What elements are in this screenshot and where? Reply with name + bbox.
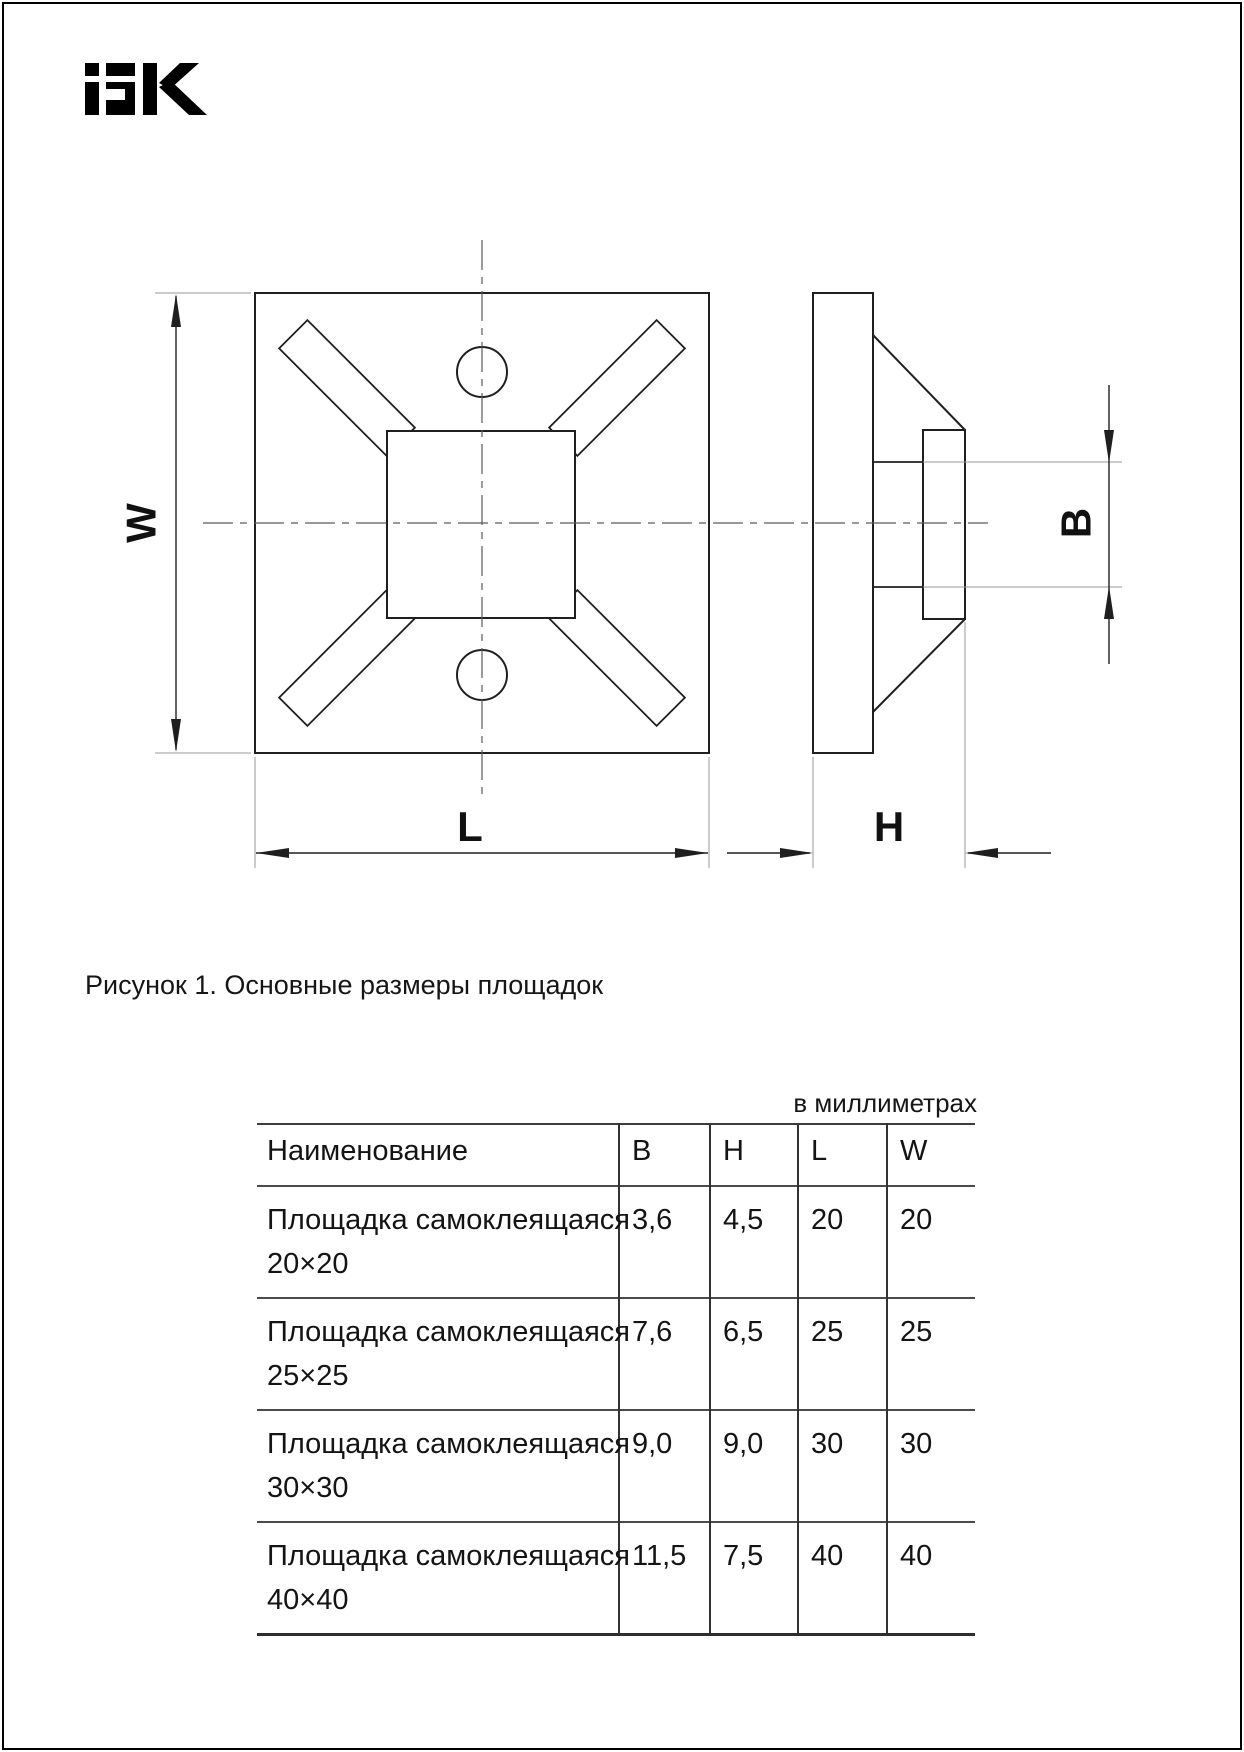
value-h: 9,0 xyxy=(710,1410,798,1522)
units-note: в миллиметрах xyxy=(793,1088,977,1118)
product-size: 25×25 xyxy=(267,1360,349,1392)
column-header-name: Наименование xyxy=(267,1135,469,1167)
column-header-h: H xyxy=(710,1124,798,1186)
technical-drawing xyxy=(0,200,1244,900)
arrow-down-icon xyxy=(1104,430,1114,463)
value-w: 40 xyxy=(887,1522,975,1634)
value-b: 9,0 xyxy=(619,1410,710,1522)
arrow-left-icon xyxy=(965,848,998,858)
product-size: 30×30 xyxy=(267,1472,349,1504)
product-name: Площадка самоклеящаяся xyxy=(267,1428,630,1460)
dim-label-b: B xyxy=(1052,507,1100,539)
product-name-cell xyxy=(257,1298,630,1410)
value-h: 4,5 xyxy=(710,1186,798,1298)
dimension-h xyxy=(727,803,1051,858)
product-name: Площадка самоклеящаяся xyxy=(267,1540,630,1572)
arrow-right-icon xyxy=(675,848,708,858)
iek-logo-glyphs xyxy=(85,63,207,115)
value-w: 25 xyxy=(887,1298,975,1410)
arrow-down-icon xyxy=(171,719,181,752)
table-row xyxy=(257,1522,975,1634)
product-name-cell xyxy=(257,1410,630,1522)
iek-logo xyxy=(83,58,211,118)
dimension-b xyxy=(1053,385,1115,664)
side-boss-outline xyxy=(923,430,965,619)
value-h: 6,5 xyxy=(710,1298,798,1410)
value-b: 7,6 xyxy=(619,1298,710,1410)
table-row xyxy=(257,1410,975,1522)
value-l: 40 xyxy=(798,1522,887,1634)
value-b: 11,5 xyxy=(619,1522,710,1634)
table-header-row xyxy=(257,1124,975,1186)
dim-label-h: H xyxy=(873,803,905,850)
dim-label-w: W xyxy=(117,503,165,543)
product-name-cell xyxy=(257,1522,630,1634)
arrow-right-icon xyxy=(780,848,813,858)
product-size: 40×40 xyxy=(267,1584,349,1616)
arrow-left-icon xyxy=(256,848,289,858)
arrow-up-icon xyxy=(171,294,181,327)
side-top-chamfer xyxy=(873,335,965,430)
product-name: Площадка самоклеящаяся xyxy=(267,1204,630,1236)
table-row xyxy=(257,1298,975,1410)
dim-label-l: L xyxy=(457,803,483,850)
product-name: Площадка самоклеящаяся xyxy=(267,1316,630,1348)
figure-caption: Рисунок 1. Основные размеры площадок xyxy=(85,970,604,1000)
dimension-l xyxy=(256,803,708,858)
value-w: 30 xyxy=(887,1410,975,1522)
value-l: 20 xyxy=(798,1186,887,1298)
value-w: 20 xyxy=(887,1186,975,1298)
center-boss-square xyxy=(387,431,575,618)
dimension-w xyxy=(118,294,182,752)
column-header-l: L xyxy=(798,1124,887,1186)
side-bottom-chamfer xyxy=(873,619,965,712)
table-row xyxy=(257,1186,975,1298)
value-l: 25 xyxy=(798,1298,887,1410)
value-l: 30 xyxy=(798,1410,887,1522)
sizes-table xyxy=(257,1123,975,1636)
column-header-b: B xyxy=(619,1124,710,1186)
arrow-up-icon xyxy=(1104,586,1114,619)
column-header-w: W xyxy=(887,1124,975,1186)
value-b: 3,6 xyxy=(619,1186,710,1298)
product-name-cell xyxy=(257,1186,630,1298)
value-h: 7,5 xyxy=(710,1522,798,1634)
product-size: 20×20 xyxy=(267,1248,349,1280)
